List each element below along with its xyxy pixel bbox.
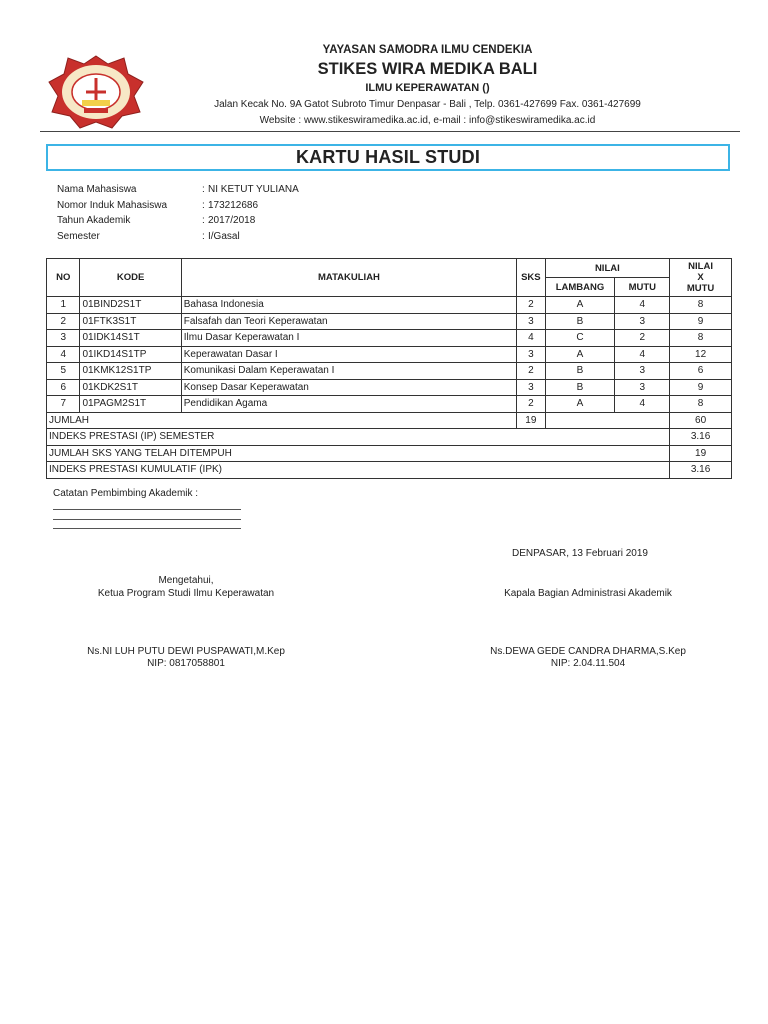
row-matakuliah: Bahasa Indonesia	[181, 297, 516, 314]
col-header-nilai-x-mutu	[670, 259, 732, 297]
nxm-line-1: NILAI	[688, 261, 713, 272]
ip-semester-value: 3.16	[670, 429, 732, 446]
notes-line	[53, 528, 241, 529]
student-info-row: Nama Mahasiswa : NI KETUT YULIANA	[57, 184, 299, 200]
row-lambang: A	[545, 396, 615, 413]
row-nxm: 6	[670, 363, 732, 380]
notes-line	[53, 509, 241, 510]
academic-year-value: 2017/2018	[208, 215, 256, 226]
left-signer-nip: NIP: 0817058801	[147, 658, 225, 669]
right-signer-role: Kapala Bagian Administrasi Akademik	[504, 588, 672, 599]
row-lambang: C	[545, 330, 615, 347]
row-lambang: A	[545, 346, 615, 363]
nxm-line-2: X	[697, 272, 704, 283]
col-header-no: NO	[47, 259, 80, 297]
right-signer-name: Ns.DEWA GEDE CANDRA DHARMA,S.Kep	[490, 646, 686, 657]
col-header-lambang: LAMBANG	[545, 278, 615, 297]
row-sks: 3	[517, 346, 545, 363]
left-signer-role: Ketua Program Studi Ilmu Keperawatan	[97, 588, 275, 599]
ipk-label: INDEKS PRESTASI KUMULATIF (IPK)	[47, 462, 670, 479]
row-mutu: 3	[615, 363, 670, 380]
student-nim-value: 173212686	[208, 199, 259, 211]
summary-row	[47, 445, 732, 462]
student-nim-label: Nomor Induk Mahasiswa	[57, 199, 168, 211]
institution-name: STIKES WIRA MEDIKA BALI	[317, 60, 538, 78]
header-divider	[40, 131, 740, 132]
row-matakuliah: Konsep Dasar Keperawatan	[181, 379, 516, 396]
table-row	[47, 363, 732, 380]
advisor-notes-label: Catatan Pembimbing Akademik :	[53, 488, 199, 499]
row-nxm: 8	[670, 396, 732, 413]
col-header-nilai: NILAI	[545, 259, 670, 278]
col-header-matakuliah: MATAKULIAH	[181, 259, 516, 297]
row-nxm: 9	[670, 379, 732, 396]
right-signer	[466, 646, 710, 669]
row-no: 1	[47, 297, 80, 314]
student-name-value: NI KETUT YULIANA	[208, 184, 299, 195]
row-mutu: 4	[615, 297, 670, 314]
table-row	[47, 346, 732, 363]
row-sks: 3	[517, 313, 545, 330]
row-no: 5	[47, 363, 80, 380]
row-no: 4	[47, 346, 80, 363]
row-matakuliah: Komunikasi Dalam Keperawatan I	[181, 363, 516, 380]
jumlah-empty	[545, 412, 670, 429]
row-kode: 01FTK3S1T	[80, 313, 181, 330]
row-sks: 4	[517, 330, 545, 347]
institution-logo	[46, 54, 146, 130]
row-kode: 01PAGM2S1T	[80, 396, 181, 413]
row-lambang: B	[545, 363, 615, 380]
student-info	[57, 184, 299, 246]
row-lambang: B	[545, 313, 615, 330]
semester-label: Semester	[57, 230, 100, 242]
academic-year-label: Tahun Akademik	[57, 215, 131, 226]
student-info-row: Nomor Induk Mahasiswa : 173212686	[57, 200, 299, 216]
page-title: KARTU HASIL STUDI	[295, 147, 481, 167]
summary-row	[47, 462, 732, 479]
total-sks-label: JUMLAH SKS YANG TELAH DITEMPUH	[47, 445, 670, 462]
table-row	[47, 396, 732, 413]
jumlah-sks: 19	[517, 412, 545, 429]
row-kode: 01KDK2S1T	[80, 379, 181, 396]
ipk-value: 3.16	[670, 462, 732, 479]
ip-semester-label: INDEKS PRESTASI (IP) SEMESTER	[47, 429, 670, 446]
row-mutu: 4	[615, 396, 670, 413]
right-signer-nip: NIP: 2.04.11.504	[550, 658, 626, 669]
row-nxm: 12	[670, 346, 732, 363]
row-sks: 2	[517, 363, 545, 380]
row-matakuliah: Falsafah dan Teori Keperawatan	[181, 313, 516, 330]
row-nxm: 9	[670, 313, 732, 330]
row-nxm: 8	[670, 330, 732, 347]
jumlah-row	[47, 412, 732, 429]
page-title-box	[46, 144, 730, 171]
student-name-label: Nama Mahasiswa	[57, 184, 137, 195]
table-row	[47, 379, 732, 396]
table-row	[47, 297, 732, 314]
nxm-line-3: MUTU	[686, 283, 715, 294]
row-mutu: 2	[615, 330, 670, 347]
left-signer	[60, 646, 312, 669]
institution-website: Website : www.stikeswiramedika.ac.id, e-mail : info@stikeswiramedika.ac.id	[259, 115, 596, 126]
row-lambang: A	[545, 297, 615, 314]
row-matakuliah: Pendidikan Agama	[181, 396, 516, 413]
row-lambang: B	[545, 379, 615, 396]
semester-value: I/Gasal	[208, 230, 240, 242]
row-mutu: 3	[615, 379, 670, 396]
row-sks: 2	[517, 297, 545, 314]
program-name: ILMU KEPERAWATAN ()	[365, 82, 490, 94]
row-kode: 01IKD14S1TP	[80, 346, 181, 363]
left-signer-name: Ns.NI LUH PUTU DEWI PUSPAWATI,M.Kep	[87, 646, 285, 657]
row-matakuliah: Keperawatan Dasar I	[181, 346, 516, 363]
student-info-row: Semester : I/Gasal	[57, 231, 299, 247]
total-sks-value: 19	[670, 445, 732, 462]
row-mutu: 3	[615, 313, 670, 330]
row-no: 2	[47, 313, 80, 330]
row-no: 3	[47, 330, 80, 347]
jumlah-label: JUMLAH	[47, 412, 517, 429]
row-mutu: 4	[615, 346, 670, 363]
row-sks: 3	[517, 379, 545, 396]
jumlah-nxm: 60	[670, 412, 732, 429]
col-header-mutu: MUTU	[615, 278, 670, 297]
acknowledge-text: Mengetahui,	[158, 575, 214, 586]
grades-table	[46, 258, 732, 479]
row-matakuliah: Ilmu Dasar Keperawatan I	[181, 330, 516, 347]
col-header-kode: KODE	[80, 259, 181, 297]
row-kode: 01BIND2S1T	[80, 297, 181, 314]
summary-row	[47, 429, 732, 446]
col-header-sks: SKS	[517, 259, 545, 297]
advisor-notes	[53, 488, 241, 529]
row-kode: 01IDK14S1T	[80, 330, 181, 347]
place-date: DENPASAR, 13 Februari 2019	[512, 548, 648, 559]
row-no: 7	[47, 396, 80, 413]
table-row	[47, 330, 732, 347]
row-kode: 01KMK12S1TP	[80, 363, 181, 380]
institution-address: Jalan Kecak No. 9A Gatot Subroto Timur Denpasar - Bali , Telp. 0361-427699 Fax. 0361-427699	[214, 99, 641, 110]
notes-line	[53, 519, 241, 520]
student-info-row: Tahun Akademik : 2017/2018	[57, 215, 299, 231]
row-no: 6	[47, 379, 80, 396]
row-nxm: 8	[670, 297, 732, 314]
table-row	[47, 313, 732, 330]
left-signature-block	[60, 575, 312, 599]
row-sks: 2	[517, 396, 545, 413]
foundation-name: YAYASAN SAMODRA ILMU CENDEKIA	[322, 44, 533, 56]
